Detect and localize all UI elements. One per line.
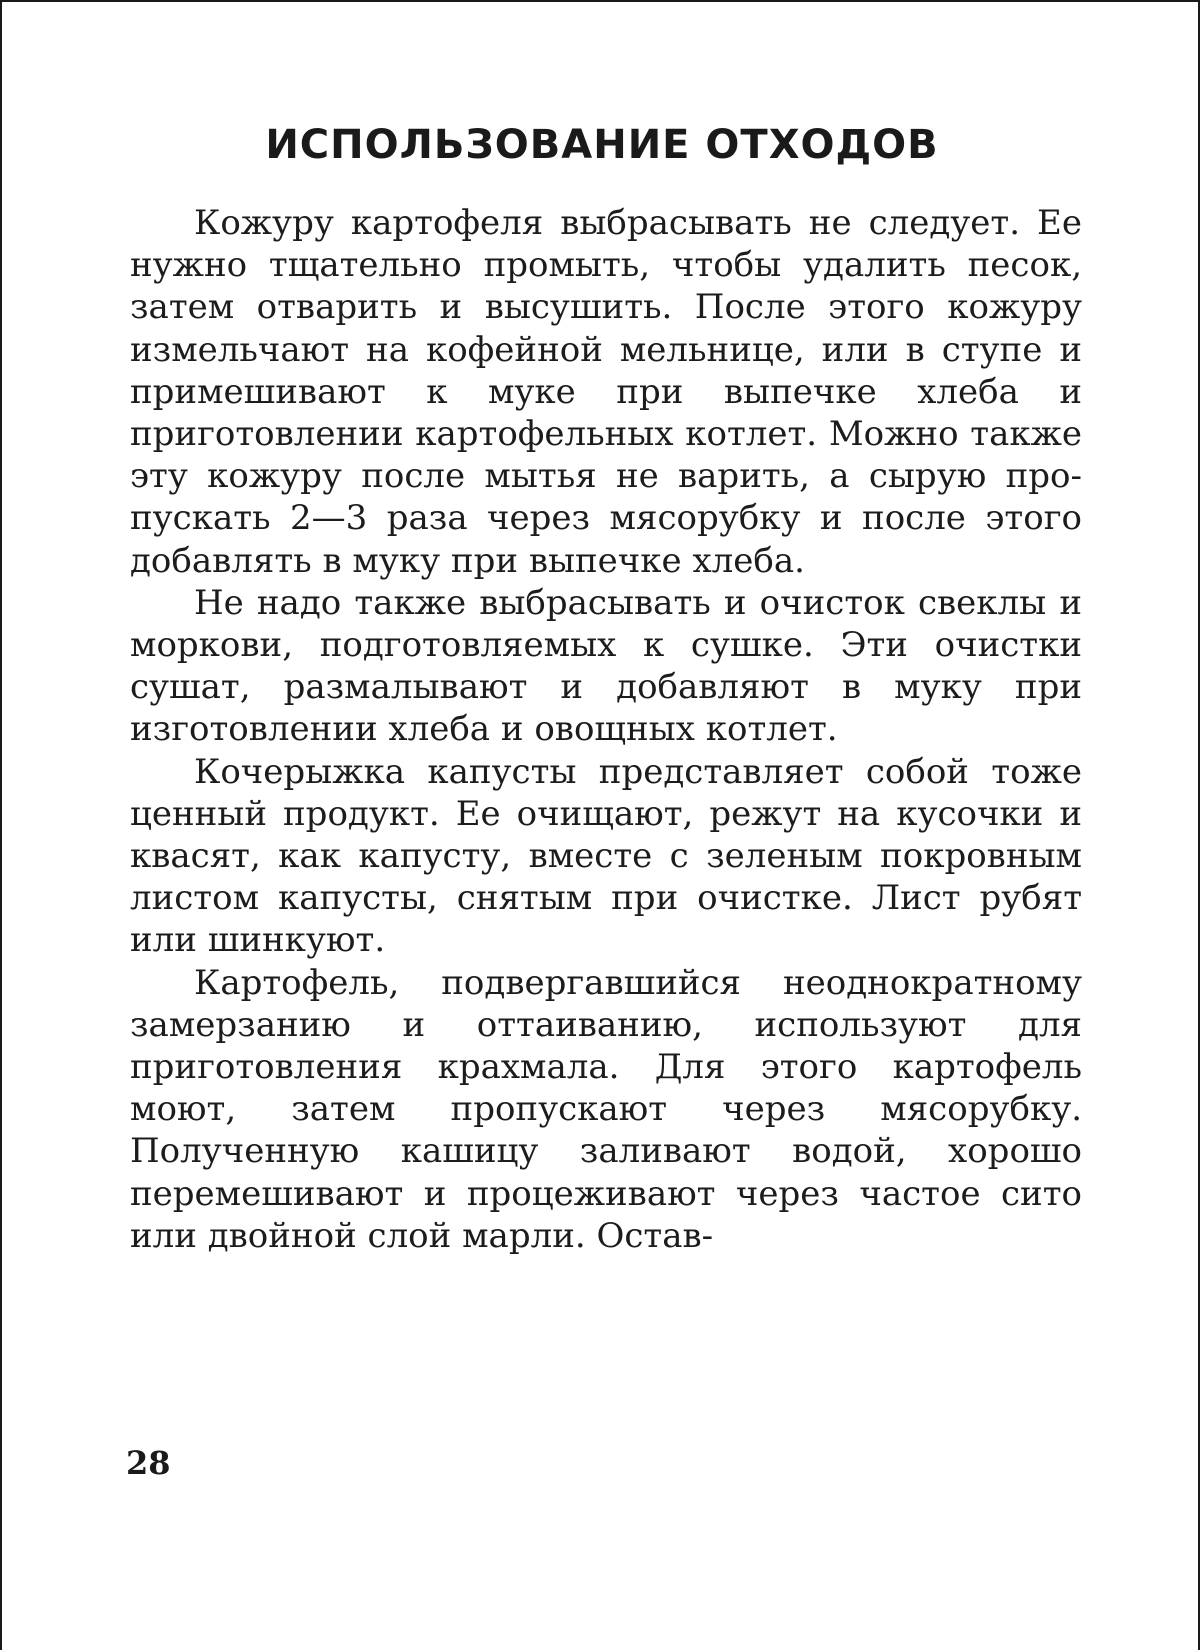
- page-number: 28: [126, 1444, 171, 1482]
- paragraph-cabbage-stalk: Кочерыжка капусты представляет собой тоже ценный продукт. Ее очищают, режут на кусочки и квасят, как капусту, вместе с зеленым покровным листом капусты, снятым при очистке. Лист рубят или шинкуют.: [130, 751, 1082, 961]
- body-text: [130, 202, 1082, 1257]
- paragraph-potato-peel: Кожуру картофеля выбрасывать не следует. Ее нужно тщательно промыть, чтобы удалить песок, затем отварить и высушить. После этого кожуру измельчают на кофейной мельнице, или в ступе и примешивают к муке при выпечке хлеба и приготовлении картофельных котлет. Можно также эту кожуру после мытья не варить, а сырую пропускать 2—3 раза через мясорубку и после этого добавлять в муку при выпечке хлеба.: [130, 203, 1082, 581]
- page-title: ИСПОЛЬЗОВАНИЕ ОТХОДОВ: [265, 122, 939, 168]
- paragraph-frozen-potato: Картофель, подвергавшийся неоднократному замерзанию и оттаиванию, используют для приготовления крахмала. Для этого картофель моют, затем пропускают через мясорубку. Полученную кашицу заливают водой, хорошо перемешивают и процеживают через частое сито или двойной слой марли. Остав-: [130, 962, 1082, 1256]
- paragraph-beet-carrot-peel: Не надо также выбрасывать и очисток свеклы и моркови, подготовляемых к сушке. Эти очистки сушат, размалывают и добавляют в муку при изготовлении хлеба и овощных котлет.: [130, 582, 1082, 750]
